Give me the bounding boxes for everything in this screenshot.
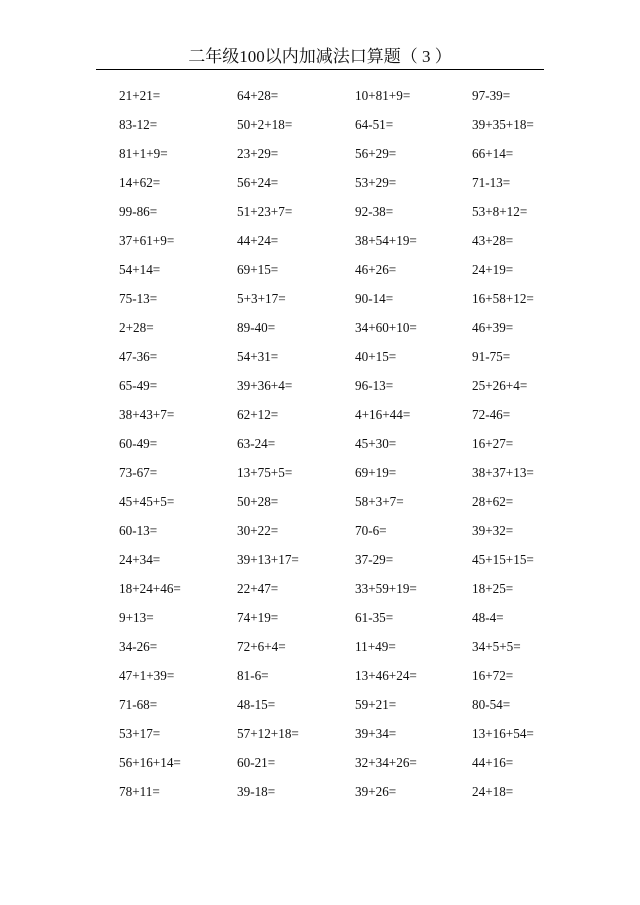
problem-item: 13+75+5=	[237, 465, 293, 480]
problem-item: 73-67=	[119, 465, 158, 480]
problem-item: 16+58+12=	[472, 291, 534, 306]
problem-item: 58+3+7=	[355, 494, 404, 509]
problem-item: 89-40=	[237, 320, 276, 335]
problem-item: 38+54+19=	[355, 233, 417, 248]
title-underline	[96, 69, 544, 70]
problem-item: 21+21=	[119, 88, 161, 103]
problem-item: 91-75=	[472, 349, 511, 364]
problem-item: 75-13=	[119, 291, 158, 306]
problem-item: 51+23+7=	[237, 204, 293, 219]
problem-item: 39+26=	[355, 784, 397, 799]
problem-item: 39-18=	[237, 784, 276, 799]
problem-item: 47+1+39=	[119, 668, 175, 683]
problem-item: 46+39=	[472, 320, 514, 335]
problem-item: 78+11=	[119, 784, 160, 799]
problem-item: 66+14=	[472, 146, 514, 161]
problem-item: 28+62=	[472, 494, 514, 509]
problem-item: 25+26+4=	[472, 378, 528, 393]
problem-item: 56+16+14=	[119, 755, 181, 770]
problem-item: 39+32=	[472, 523, 514, 538]
problem-item: 39+36+4=	[237, 378, 293, 393]
problem-item: 33+59+19=	[355, 581, 417, 596]
problem-item: 50+28=	[237, 494, 279, 509]
problem-item: 57+12+18=	[237, 726, 299, 741]
problem-item: 74+19=	[237, 610, 279, 625]
problem-item: 22+47=	[237, 581, 279, 596]
problem-item: 4+16+44=	[355, 407, 411, 422]
problem-item: 53+8+12=	[472, 204, 528, 219]
problem-item: 71-13=	[472, 175, 511, 190]
problem-item: 60-13=	[119, 523, 158, 538]
problem-item: 92-38=	[355, 204, 394, 219]
problem-item: 65-49=	[119, 378, 158, 393]
problem-item: 59+21=	[355, 697, 397, 712]
problem-item: 50+2+18=	[237, 117, 293, 132]
problem-item: 11+49=	[355, 639, 396, 654]
problem-item: 71-68=	[119, 697, 158, 712]
problem-item: 34+5+5=	[472, 639, 521, 654]
problem-item: 44+16=	[472, 755, 514, 770]
problem-item: 37+61+9=	[119, 233, 175, 248]
problem-item: 97-39=	[472, 88, 511, 103]
problem-item: 62+12=	[237, 407, 279, 422]
problem-item: 56+24=	[237, 175, 279, 190]
problem-item: 39+34=	[355, 726, 397, 741]
problem-item: 64-51=	[355, 117, 394, 132]
problem-item: 70-6=	[355, 523, 387, 538]
problem-item: 80-54=	[472, 697, 511, 712]
problem-item: 54+14=	[119, 262, 161, 277]
problem-item: 14+62=	[119, 175, 161, 190]
problem-item: 60-21=	[237, 755, 276, 770]
problem-item: 69+15=	[237, 262, 279, 277]
problem-item: 13+16+54=	[472, 726, 534, 741]
problem-item: 18+25=	[472, 581, 514, 596]
problem-item: 24+34=	[119, 552, 161, 567]
problem-item: 90-14=	[355, 291, 394, 306]
problem-item: 23+29=	[237, 146, 279, 161]
problem-item: 34+60+10=	[355, 320, 417, 335]
problem-item: 81+1+9=	[119, 146, 168, 161]
problem-item: 32+34+26=	[355, 755, 417, 770]
worksheet-title: 二年级100以内加减法口算题（ 3 ）	[188, 47, 452, 66]
problem-item: 38+37+13=	[472, 465, 534, 480]
problem-item: 72+6+4=	[237, 639, 286, 654]
problem-item: 45+15+15=	[472, 552, 534, 567]
problem-item: 45+45+5=	[119, 494, 175, 509]
problem-item: 13+46+24=	[355, 668, 417, 683]
problem-item: 44+24=	[237, 233, 279, 248]
problem-item: 53+29=	[355, 175, 397, 190]
problem-item: 53+17=	[119, 726, 161, 741]
problem-item: 24+19=	[472, 262, 514, 277]
problem-item: 16+72=	[472, 668, 514, 683]
problem-item: 48-4=	[472, 610, 504, 625]
problem-item: 45+30=	[355, 436, 397, 451]
problem-item: 39+35+18=	[472, 117, 534, 132]
problem-item: 16+27=	[472, 436, 514, 451]
problem-item: 61-35=	[355, 610, 394, 625]
problem-item: 63-24=	[237, 436, 276, 451]
problem-item: 40+15=	[355, 349, 397, 364]
problem-item: 72-46=	[472, 407, 511, 422]
problem-item: 39+13+17=	[237, 552, 299, 567]
problem-item: 69+19=	[355, 465, 397, 480]
problem-grid	[119, 84, 559, 809]
problem-item: 47-36=	[119, 349, 158, 364]
problem-item: 81-6=	[237, 668, 269, 683]
problem-item: 99-86=	[119, 204, 158, 219]
problem-item: 37-29=	[355, 552, 394, 567]
problem-item: 30+22=	[237, 523, 279, 538]
problem-item: 96-13=	[355, 378, 394, 393]
problem-item: 5+3+17=	[237, 291, 286, 306]
problem-item: 46+26=	[355, 262, 397, 277]
problem-item: 34-26=	[119, 639, 158, 654]
problem-item: 60-49=	[119, 436, 158, 451]
problem-item: 83-12=	[119, 117, 158, 132]
problem-item: 24+18=	[472, 784, 514, 799]
problem-item: 43+28=	[472, 233, 514, 248]
problem-item: 9+13=	[119, 610, 154, 625]
problem-item: 2+28=	[119, 320, 154, 335]
problem-item: 18+24+46=	[119, 581, 181, 596]
problem-item: 56+29=	[355, 146, 397, 161]
problem-item: 64+28=	[237, 88, 279, 103]
problem-item: 38+43+7=	[119, 407, 175, 422]
problem-item: 10+81+9=	[355, 88, 411, 103]
problem-item: 48-15=	[237, 697, 276, 712]
problem-item: 54+31=	[237, 349, 279, 364]
